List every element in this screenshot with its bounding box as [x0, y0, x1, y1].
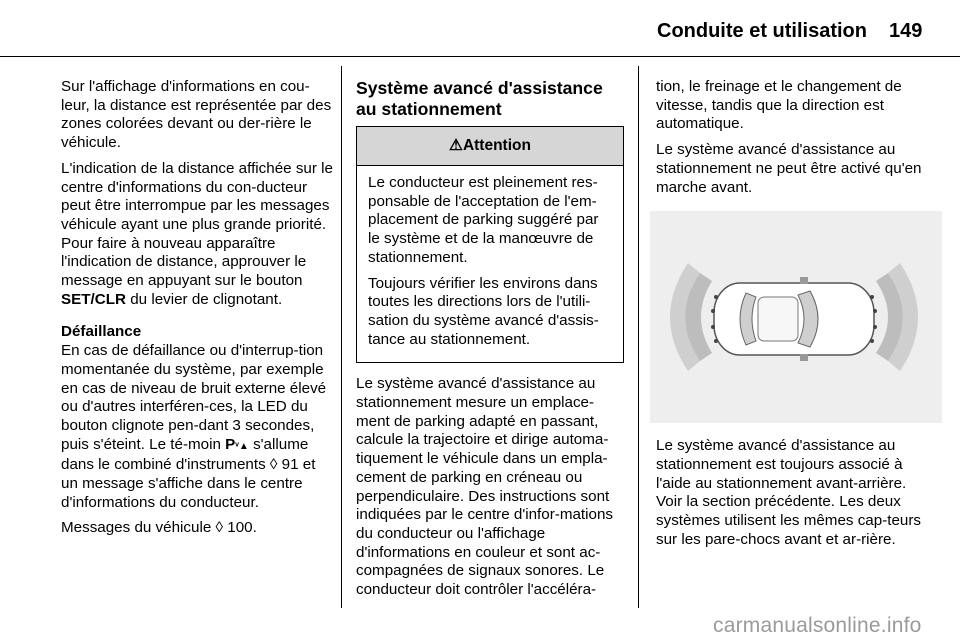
column-3: [656, 78, 924, 556]
warning-box: [356, 126, 624, 363]
text: du levier de clignotant.: [125, 290, 283, 308]
column-divider-left: [341, 66, 342, 608]
paragraph: Sur l'affichage d'informations en cou-leur, la distance est représentée par des zones colorées devant ou der-rière le véhicule.: [61, 78, 332, 152]
page-header: [0, 0, 960, 62]
parking-sensor-illustration: [650, 211, 942, 423]
section-heading: Système avancé d'assistance au stationnement: [356, 78, 603, 119]
subheading: Défaillance: [61, 323, 142, 341]
header-title: Conduite et utilisation: [657, 20, 867, 42]
text: s'allume dans le combiné d'instruments: [61, 435, 309, 474]
text: L'indication de la distance affichée sur le centre d'informations du con-ducteur peut être interrompue par les messages véhicule ayant une plus grande priorité. Pour faire à nouveau apparaître l'indication de distance, approuver le message en appuyant sur le bouton: [61, 159, 333, 290]
warning-body: [357, 166, 623, 362]
warning-paragraph: Le conducteur est pleinement res-ponsable de l'acceptation de l'em-placement de parking suggéré par le système et de la manœuvre de stationnement.: [368, 174, 599, 266]
paragraph: [61, 160, 333, 310]
warning-icon: ⚠: [449, 137, 463, 154]
text: En cas de défaillance ou d'interrup-tion momentanée du système, par exemple en cas de niveau de bruit externe élevé ou d'autres interféren-ces, la LED du bouton clignote pen-dant 3 secondes, puis s'éteint. Le té-moin: [61, 342, 327, 453]
page-ref-icon: ◊: [215, 519, 224, 537]
warning-paragraph: Toujours vérifier les environs dans toutes les directions lors de l'utili-sation du système avancé d'assis-tance au stationnement.: [368, 274, 599, 348]
parking-waves-icon: ᵛ▲: [235, 440, 249, 452]
page-number: 149: [889, 20, 923, 42]
page-ref-icon: ◊: [269, 456, 278, 474]
parking-symbol-letter: P: [225, 435, 236, 453]
paragraph: Le système avancé d'assistance au stationnement mesure un emplace-ment de parking adapté en passant, calcule la trajectoire et dirige automa-tiquement le véhicule dans un empla-cement de parking en créneau ou perpendiculaire. Des instructions sont indiquées par le centre d'infor-mations du conducteur ou l'affichage d'informations en couleur et sont ac-compagnées de signaux sonores. Le conducteur doit contrôler l'accéléra-: [356, 375, 614, 599]
warning-header: [357, 127, 623, 166]
text: .: [252, 519, 257, 537]
text: et un message s'affiche dans le centre d'informations du conducteur.: [61, 456, 316, 511]
header-rule: [0, 56, 960, 57]
parking-symbol: [225, 436, 249, 453]
column-divider-right: [638, 66, 639, 608]
paragraph: [61, 342, 333, 512]
page-ref: 100: [227, 519, 253, 537]
paragraph: Le système avancé d'assistance au stationnement ne peut être activé qu'en marche avant.: [656, 141, 922, 196]
text: Messages du véhicule: [61, 519, 216, 537]
paragraph: Le système avancé d'assistance au stationnement est toujours associé à l'aide au stationnement avant-arrière. Voir la section précédente. Les deux systèmes utilisent les mêmes cap-teurs sur les pare-chocs avant et ar-rière.: [656, 437, 922, 548]
button-name: SET/CLR: [61, 290, 126, 308]
paragraph: [61, 519, 333, 538]
watermark: carmanualsonline.info: [713, 614, 922, 637]
column-1: [61, 78, 333, 545]
page-ref: 91: [281, 456, 299, 474]
warning-title: Attention: [462, 137, 531, 154]
car-top-view-icon: [650, 211, 942, 423]
paragraph: tion, le freinage et le changement de vitesse, tandis que la direction est automatique.: [656, 78, 902, 133]
column-2: [356, 78, 624, 607]
